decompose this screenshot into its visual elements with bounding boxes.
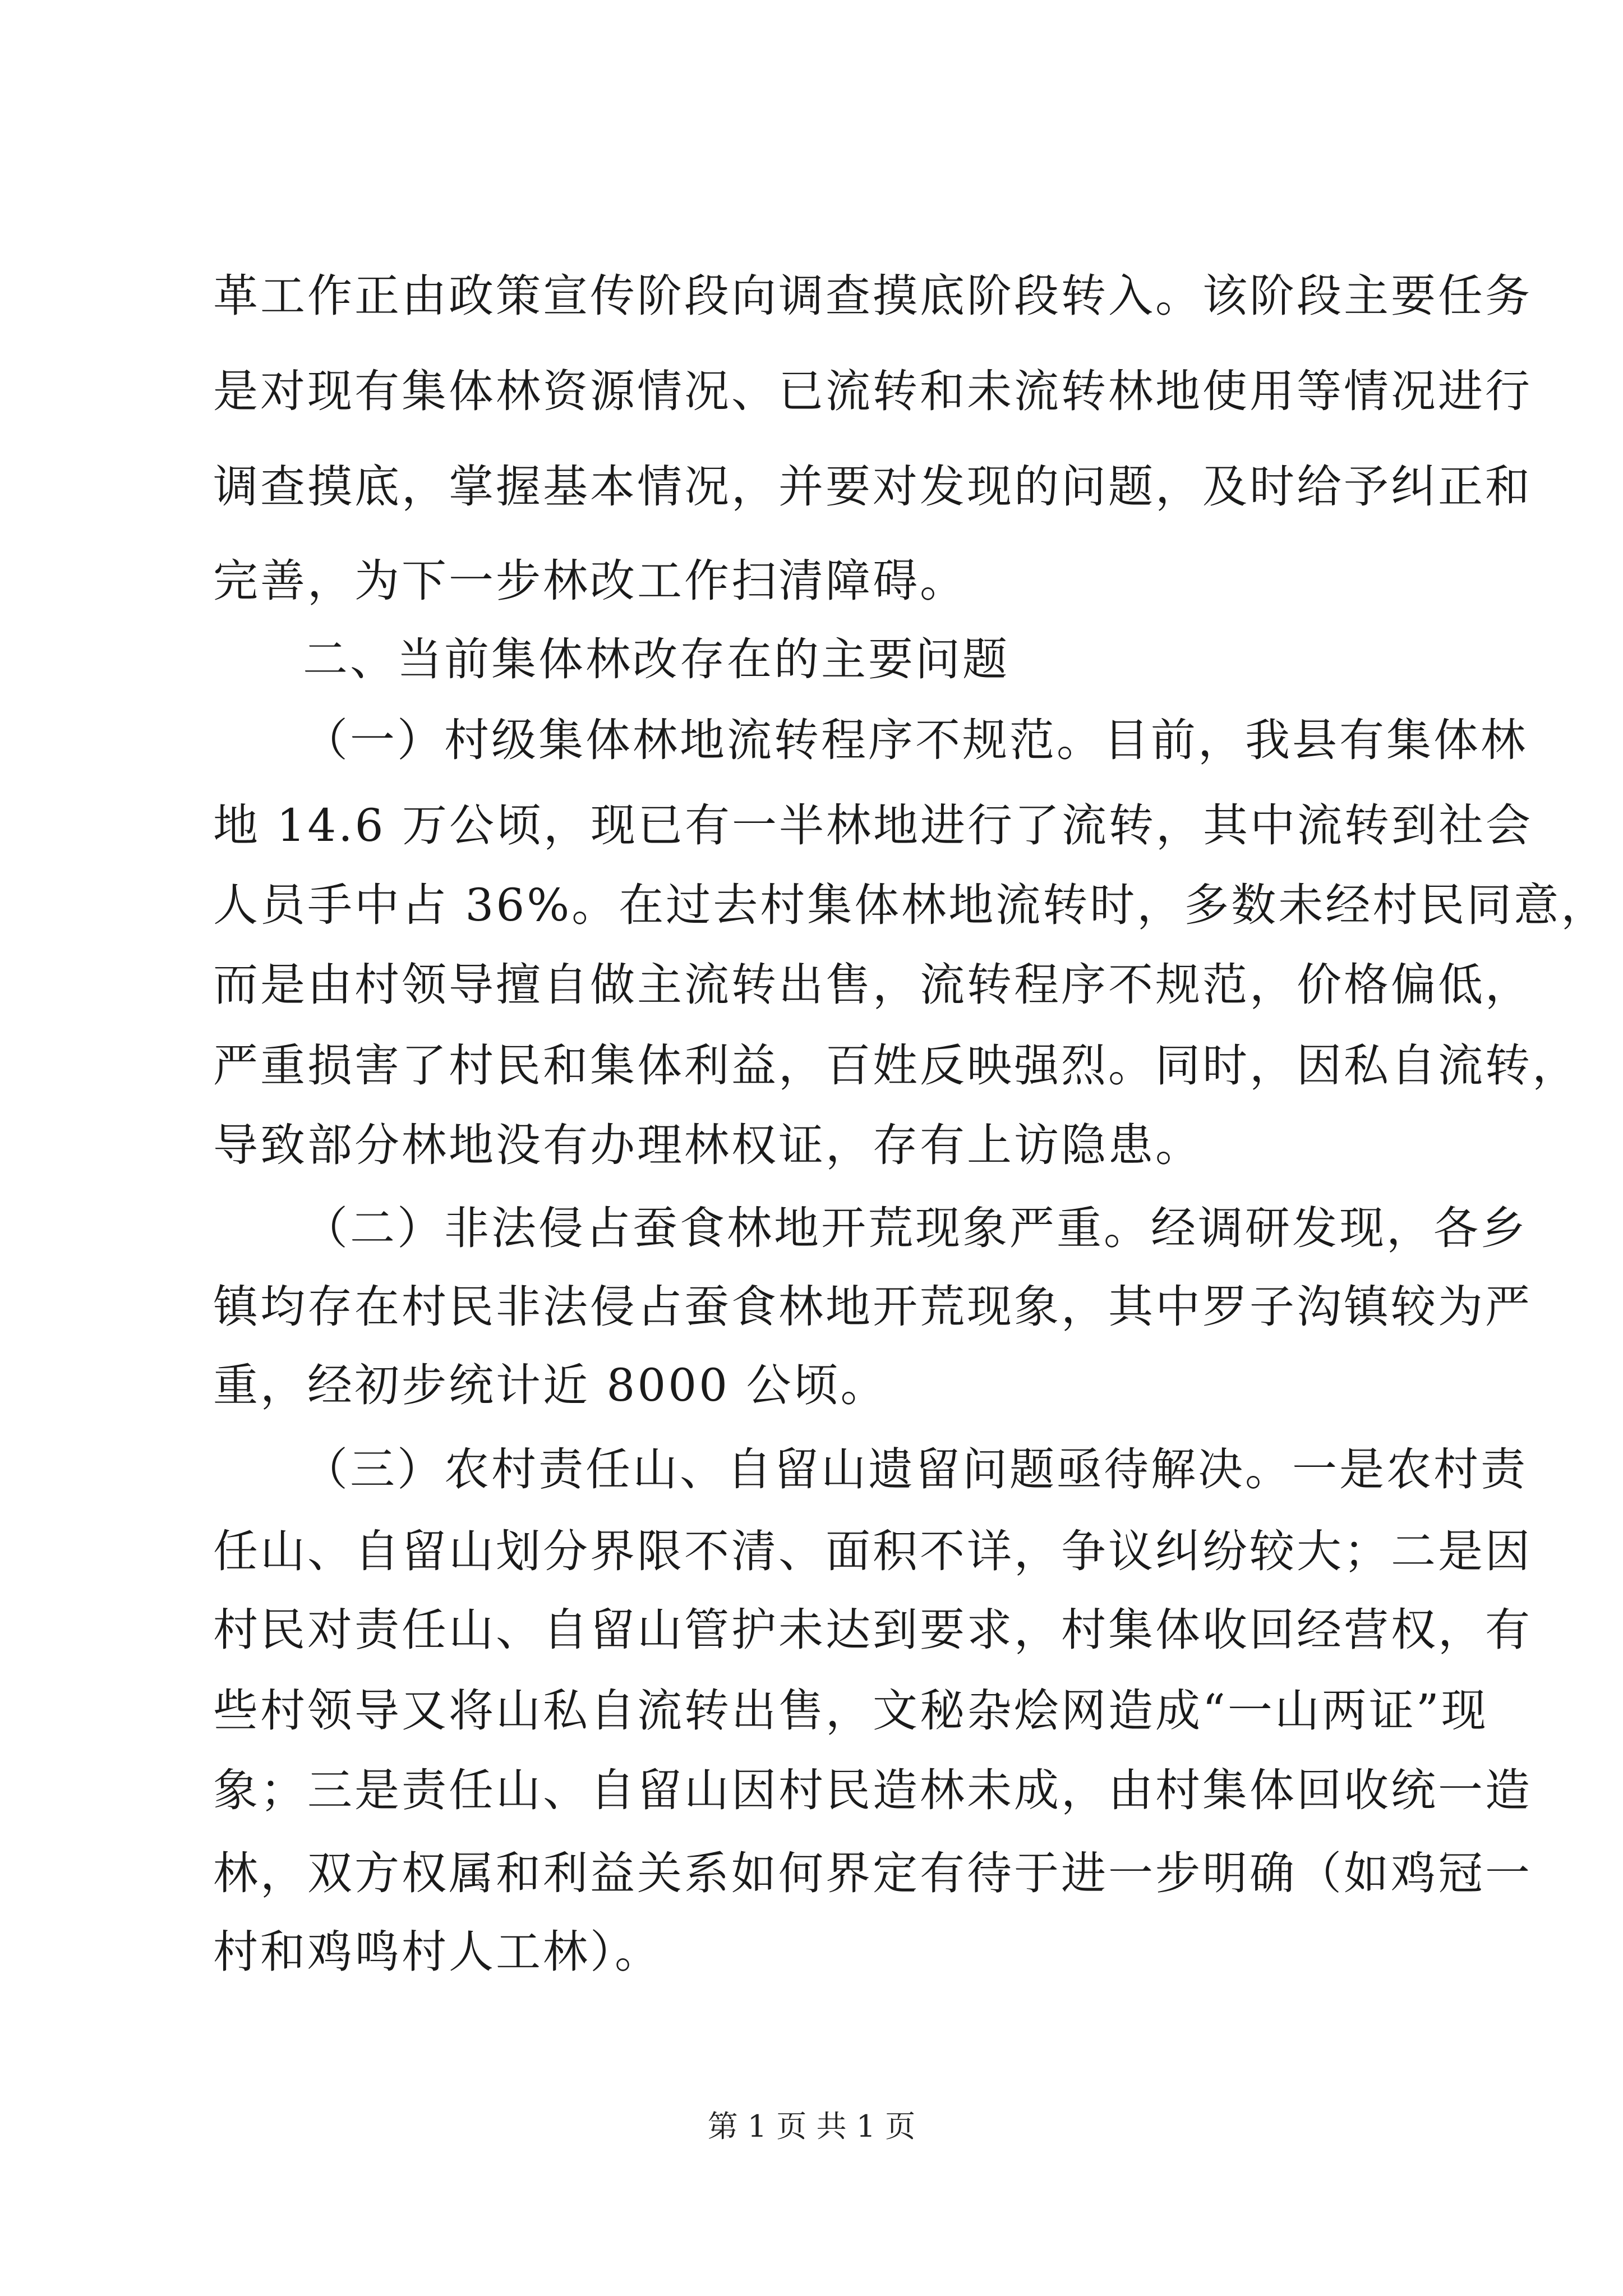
text-line: 象；三是责任山、自留山因村民造林未成，由村集体回收统一造 <box>213 1764 1532 1816</box>
text-line: （二）非法侵占蚕食林地开荒现象严重。经调研发现，各乡 <box>303 1202 1528 1254</box>
text-line: 任山、自留山划分界限不清、面积不详，争议纠纷较大；二是因 <box>213 1525 1532 1577</box>
text-line: 是对现有集体林资源情况、已流转和未流转林地使用等情况进行 <box>213 365 1532 417</box>
text-line: 导致部分林地没有办理林权证，存有上访隐患。 <box>213 1119 1202 1171</box>
text-line: 完善，为下一步林改工作扫清障碍。 <box>213 555 967 607</box>
text-line: 村民对责任山、自留山管护未达到要求，村集体收回经营权，有 <box>213 1604 1532 1656</box>
text-line: 革工作正由政策宣传阶段向调查摸底阶段转入。该阶段主要任务 <box>213 270 1532 322</box>
text-line: 而是由村领导擅自做主流转出售，流转程序不规范，价格偏低， <box>213 959 1532 1011</box>
text-line: 林，双方权属和利益关系如何界定有待于进一步明确（如鸡冠一 <box>213 1847 1532 1899</box>
text-line: 地 14.6 万公顷，现已有一半林地进行了流转，其中流转到社会 <box>213 799 1533 852</box>
section-heading: 二、当前集体林改存在的主要问题 <box>303 633 1009 685</box>
text-line: 重，经初步统计近 8000 公顷。 <box>213 1359 888 1411</box>
text-line: 人员手中占 36%。在过去村集体林地流转时，多数未经村民同意， <box>213 879 1608 931</box>
text-line: 村和鸡鸣村人工林）。 <box>213 1926 662 1978</box>
text-line: 镇均存在村民非法侵占蚕食林地开荒现象，其中罗子沟镇较为严 <box>213 1281 1532 1333</box>
text-line: 严重损害了村民和集体利益，百姓反映强烈。同时，因私自流转， <box>213 1039 1579 1092</box>
text-line: （三）农村责任山、自留山遗留问题亟待解决。一是农村责 <box>303 1443 1528 1496</box>
text-line: 些村领导又将山私自流转出售，文秘杂烩网造成“一山两证”现 <box>213 1685 1488 1737</box>
text-line: （一）村级集体林地流转程序不规范。目前，我县有集体林 <box>303 714 1528 766</box>
text-line: 调查摸底，掌握基本情况，并要对发现的问题，及时给予纠正和 <box>213 461 1532 513</box>
page-footer: 第 1 页 共 1 页 <box>707 2109 916 2144</box>
